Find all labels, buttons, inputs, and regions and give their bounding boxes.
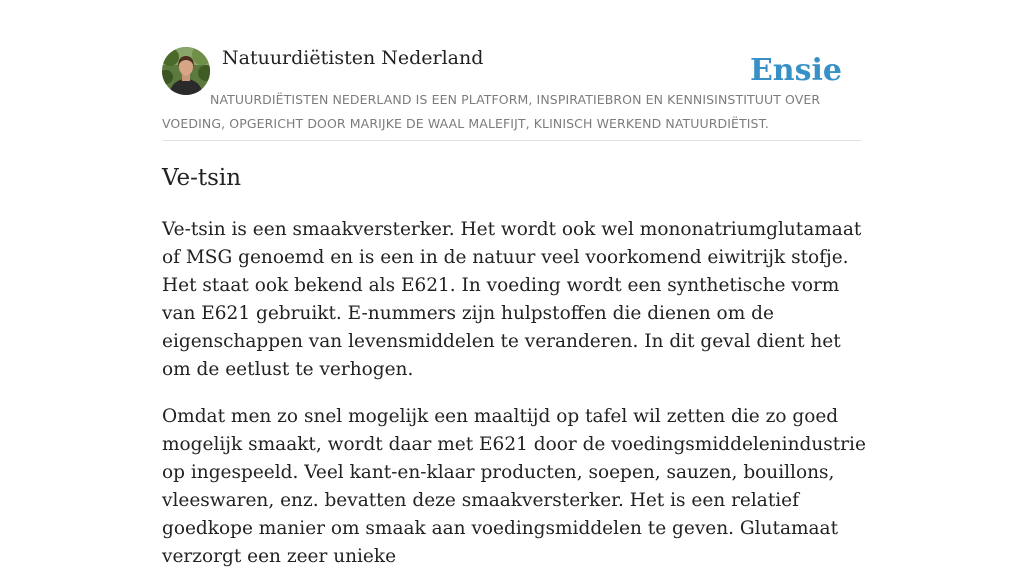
article-paragraph: Omdat men zo snel mogelijk een maaltijd op tafel wil zetten die zo goed mogelijk smaakt, wordt daar met E621 door de voedingsmiddelenindustrie op ingespeeld. Veel kant-en-klaar producten, soepen, sauzen, bouillons, vleeswaren, enz. bevatten deze smaakversterker. Het is een relatief goedkope manier om smaak aan voedingsmiddelen te geven. Glutamaat verzorgt een zeer unieke xyxy=(162,406,866,567)
author-name-link[interactable]: Natuurdiëtisten Nederland xyxy=(222,47,484,69)
ensie-logo[interactable]: Ensie xyxy=(749,53,842,88)
author-tagline: NATUURDIËTISTEN NEDERLAND IS EEN PLATFORM, INSPIRATIEBRON EN KENNISINSTITUUT OVER VOEDING, OPGERICHT DOOR MARIJKE DE WAAL MALEFIJT, KLINISCH WERKEND NATUURDIËTIST. xyxy=(162,92,821,131)
article-title: Ve-tsin xyxy=(162,165,242,191)
article xyxy=(162,162,867,571)
page-header xyxy=(162,46,862,141)
article-paragraph: Ve-tsin is een smaakversterker. Het wordt ook wel mononatriumglutamaat of MSG genoemd en is een in de natuur veel voorkomend eiwitrijk stofje. Het staat ook bekend als E621. In voeding wordt een synthetische vorm van E621 gebruikt. E-nummers zijn hulpstoffen die dienen om de eigenschappen van levensmiddelen te veranderen. In dit geval dient het om de eetlust te verhogen. xyxy=(162,219,862,380)
